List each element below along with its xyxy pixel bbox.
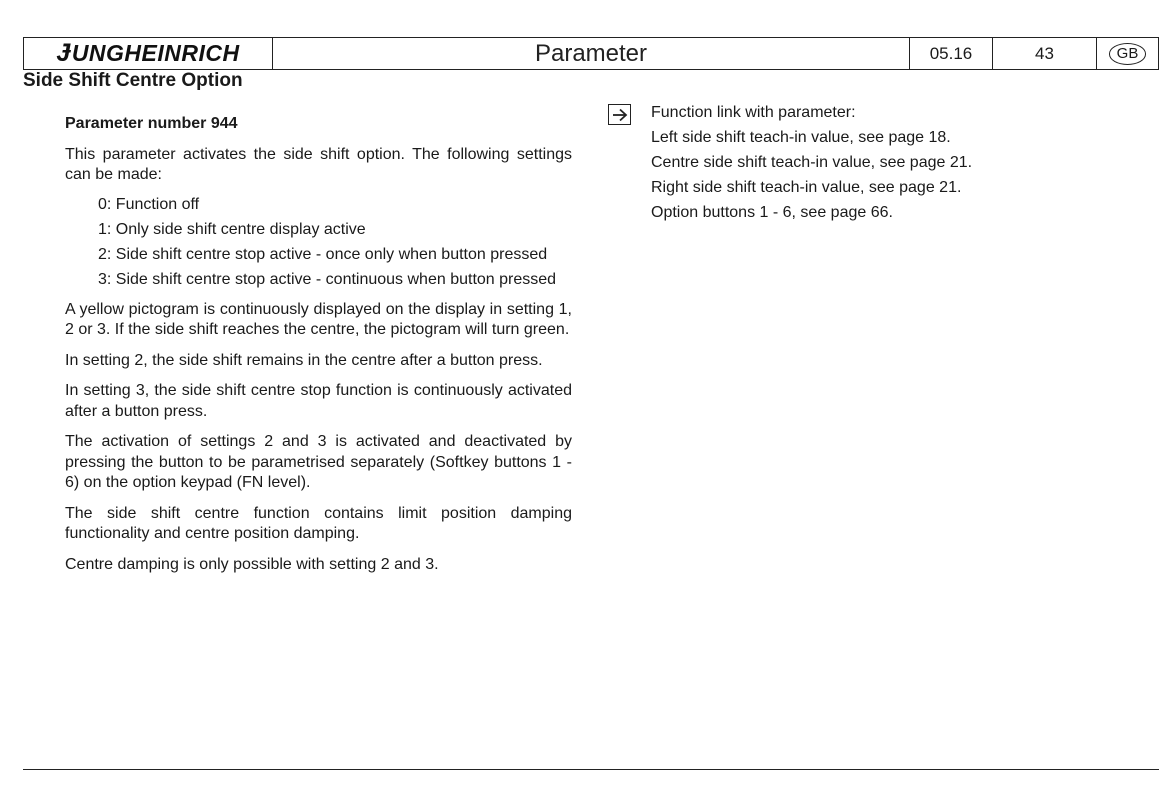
language-badge: GB (1109, 43, 1147, 65)
function-link-item: Centre side shift teach-in value, see page 21. (651, 154, 973, 171)
setting-item: 1: Only side shift centre display active (98, 220, 366, 238)
logo-mark: Ɉ (56, 39, 71, 67)
intro-paragraph: This parameter activates the side shift option. The following settings can be made: (65, 145, 572, 183)
language-cell (1097, 38, 1158, 69)
body-paragraph: In setting 2, the side shift remains in the centre after a button press. (65, 351, 543, 369)
page-number: 43 (993, 38, 1097, 69)
body-paragraph: Centre damping is only possible with setting 2 and 3. (65, 555, 439, 573)
setting-item: 0: Function off (98, 195, 200, 213)
body-paragraph: The activation of settings 2 and 3 is activated and deactivated by pressing the button to be parametrised separately (Softkey buttons 1 - 6) on the option keypad (FN level). (65, 433, 572, 491)
parameter-number: Parameter number 944 (65, 115, 238, 132)
page-title: Parameter (273, 38, 910, 69)
setting-item: 3: Side shift centre stop active - continuous when button pressed (98, 270, 557, 288)
brand-logo (24, 38, 273, 69)
setting-item: 2: Side shift centre stop active - once only when button pressed (98, 245, 548, 263)
function-link-item: Option buttons 1 - 6, see page 66. (651, 204, 893, 221)
function-link-heading: Function link with parameter: (651, 104, 856, 121)
body-paragraph: In setting 3, the side shift centre stop function is continuously activated after a button press. (65, 382, 572, 420)
function-link-item: Right side shift teach-in value, see page 21. (651, 179, 962, 196)
function-link-item: Left side shift teach-in value, see page 18. (651, 129, 951, 146)
left-column (65, 114, 572, 585)
arrow-right-icon (608, 104, 631, 125)
settings-list (98, 192, 572, 292)
footer-divider (23, 769, 1159, 770)
function-link-list (651, 100, 972, 225)
logo-text: UNGHEINRICH (71, 40, 240, 66)
body-paragraph: A yellow pictogram is continuously displayed on the display in setting 1, 2 or 3. If the side shift reaches the centre, the pictogram will turn green. (65, 300, 572, 338)
document-date: 05.16 (910, 38, 993, 69)
section-title: Side Shift Centre Option (23, 70, 243, 91)
body-paragraph: The side shift centre function contains limit position damping functionality and centre position damping. (65, 504, 572, 542)
page-header (23, 37, 1159, 70)
